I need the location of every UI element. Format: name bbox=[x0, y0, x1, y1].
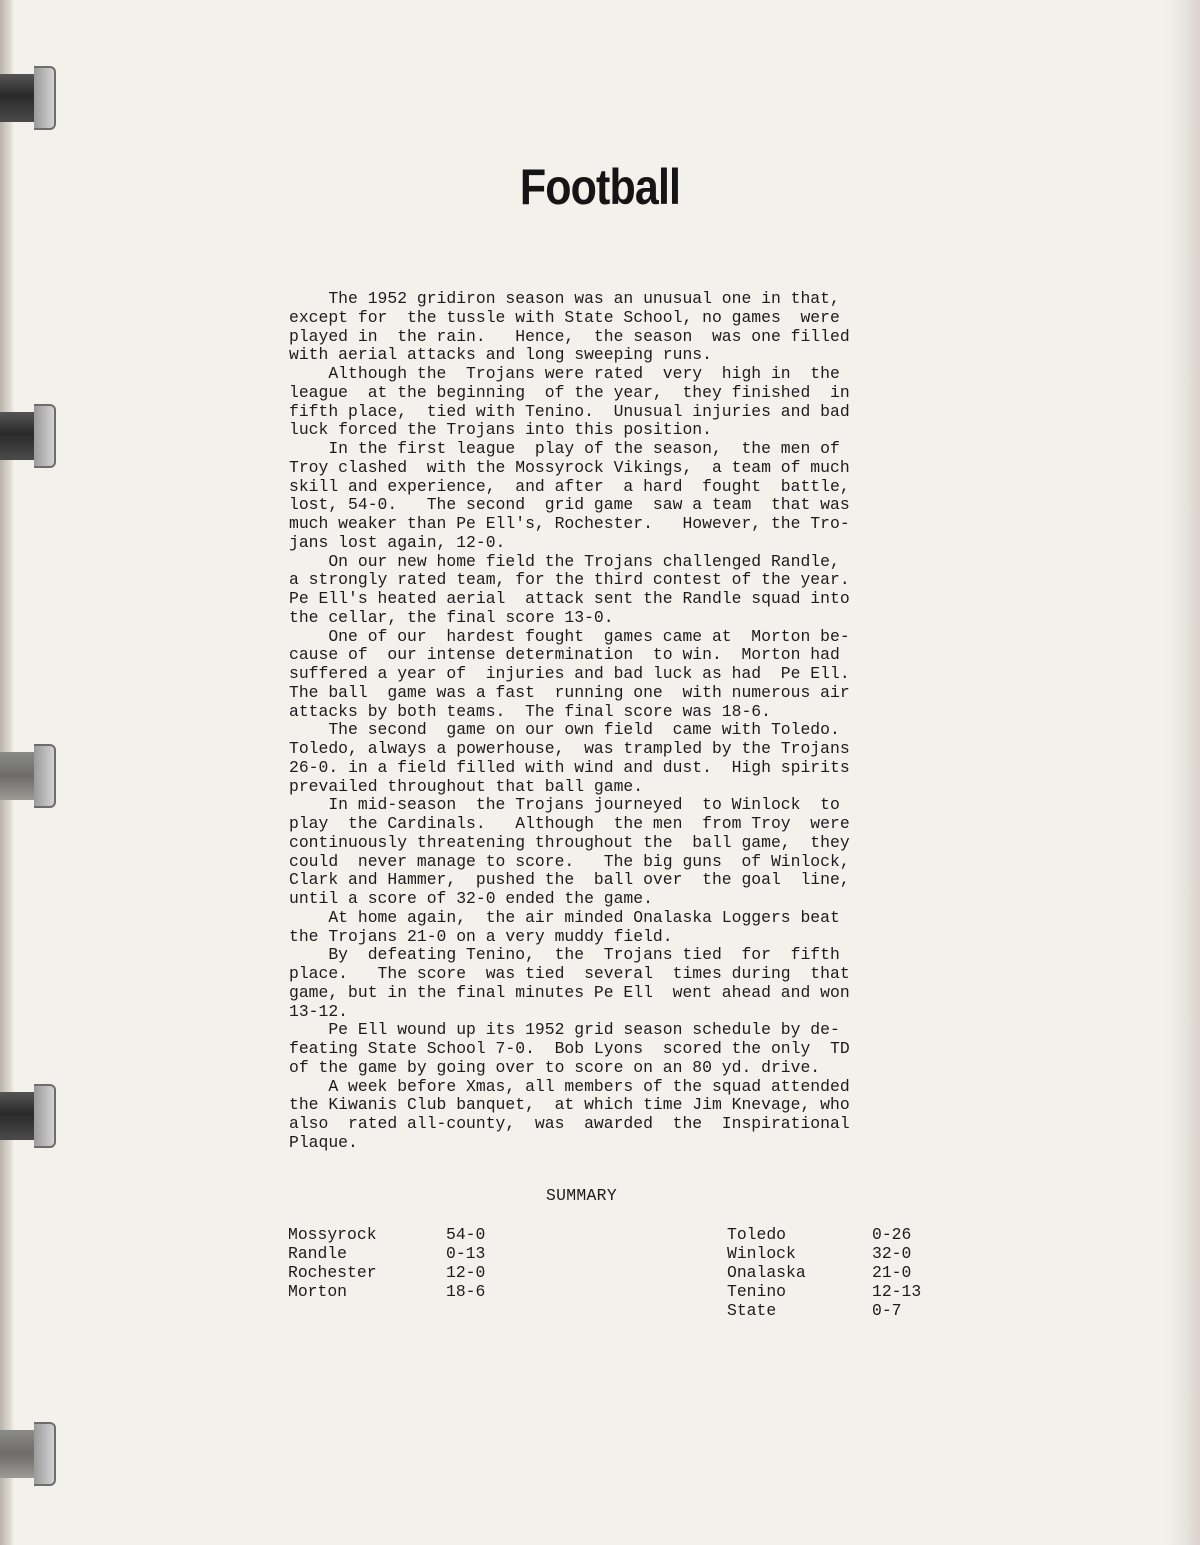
article-line: A week before Xmas, all members of the squad attended bbox=[289, 1076, 850, 1096]
summary-team: Toledo bbox=[727, 1225, 787, 1244]
summary-row bbox=[288, 1225, 528, 1244]
article-line: until a score of 32-0 ended the game. bbox=[289, 889, 653, 908]
binder-clip bbox=[0, 1422, 58, 1484]
article-line: play the Cardinals. Although the men from Troy were bbox=[289, 814, 850, 833]
article-line: continuously threatening throughout the ball game, they bbox=[289, 832, 850, 852]
article-body bbox=[289, 290, 949, 1153]
binder-clip bbox=[0, 744, 58, 806]
summary-row bbox=[727, 1263, 967, 1282]
summary-score: 0-7 bbox=[872, 1301, 902, 1320]
article-line: Troy clashed with the Mossyrock Vikings, a team of much bbox=[289, 457, 850, 477]
article-line: of the game by going over to score on an 80 yd. drive. bbox=[289, 1057, 821, 1077]
summary-team: State bbox=[727, 1301, 777, 1320]
summary-team: Mossyrock bbox=[288, 1225, 377, 1244]
article-line: except for the tussle with State School, no games were bbox=[289, 307, 840, 327]
summary-score: 12-0 bbox=[446, 1263, 486, 1282]
summary-team: Randle bbox=[288, 1244, 348, 1263]
article-line: feating State School 7-0. Bob Lyons scored the only TD bbox=[289, 1039, 850, 1058]
article-line: In mid-season the Trojans journeyed to Winlock to bbox=[289, 795, 840, 815]
summary-team: Onalaska bbox=[727, 1263, 806, 1282]
article-line: the Kiwanis Club banquet, at which time Jim Knevage, who bbox=[289, 1095, 850, 1115]
article-line: a strongly rated team, for the third contest of the year. bbox=[289, 570, 850, 590]
article-line: the cellar, the final score 13-0. bbox=[289, 607, 614, 627]
article-line: league at the beginning of the year, they finished in bbox=[289, 382, 850, 402]
summary-score: 0-26 bbox=[872, 1225, 912, 1244]
summary-heading: SUMMARY bbox=[546, 1186, 617, 1205]
page-title: Football bbox=[519, 159, 681, 215]
article-line: Plaque. bbox=[289, 1132, 358, 1152]
summary-row bbox=[727, 1244, 967, 1263]
article-line: the Trojans 21-0 on a very muddy field. bbox=[289, 926, 673, 946]
article-line: 13-12. bbox=[289, 1001, 349, 1021]
article-line: Toledo, always a powerhouse, was trampled by the Trojans bbox=[289, 739, 850, 758]
page-edge-shadow bbox=[1166, 0, 1200, 1545]
binder-clip bbox=[0, 1084, 58, 1146]
article-line: One of our hardest fought games came at Morton be- bbox=[289, 626, 850, 646]
article-line: played in the rain. Hence, the season was one filled bbox=[289, 326, 850, 346]
article-line: In the first league play of the season, the men of bbox=[289, 439, 840, 458]
article-line: prevailed throughout that ball game. bbox=[289, 776, 644, 796]
article-line: with aerial attacks and long sweeping runs. bbox=[289, 345, 712, 365]
summary-row bbox=[288, 1263, 528, 1282]
summary-score: 18-6 bbox=[446, 1282, 486, 1301]
article-line: luck forced the Trojans into this position. bbox=[289, 420, 712, 440]
summary-score: 54-0 bbox=[446, 1225, 486, 1244]
article-line: By defeating Tenino, the Trojans tied for fifth bbox=[289, 945, 840, 965]
article-line: The 1952 gridiron season was an unusual one in that, bbox=[289, 289, 840, 308]
article-line: Clark and Hammer, pushed the ball over the goal line, bbox=[289, 870, 850, 890]
article-line: Pe Ell wound up its 1952 grid season schedule by de- bbox=[289, 1020, 840, 1040]
article-line: attacks by both teams. The final score was 18-6. bbox=[289, 701, 771, 721]
article-line: fifth place, tied with Tenino. Unusual injuries and bad bbox=[289, 401, 850, 421]
article-line: Pe Ell's heated aerial attack sent the Randle squad into bbox=[289, 589, 850, 608]
article-line: much weaker than Pe Ell's, Rochester. However, the Tro- bbox=[289, 514, 850, 533]
summary-score: 0-13 bbox=[446, 1244, 486, 1263]
article-line: On our new home field the Trojans challenged Randle, bbox=[289, 551, 840, 571]
summary-row bbox=[727, 1282, 967, 1301]
summary-score: 21-0 bbox=[872, 1263, 912, 1282]
article-line: cause of our intense determination to win. Morton had bbox=[289, 645, 840, 665]
article-line: jans lost again, 12-0. bbox=[289, 532, 506, 552]
binder-clip bbox=[0, 404, 58, 466]
article-line: skill and experience, and after a hard fought battle, bbox=[289, 476, 850, 496]
article-line: suffered a year of injuries and bad luck as had Pe Ell. bbox=[289, 664, 850, 683]
summary-score: 12-13 bbox=[872, 1282, 922, 1301]
article-line: game, but in the final minutes Pe Ell went ahead and won bbox=[289, 982, 850, 1002]
summary-row bbox=[727, 1225, 967, 1244]
article-line: lost, 54-0. The second grid game saw a team that was bbox=[289, 495, 850, 515]
summary-team: Tenino bbox=[727, 1282, 787, 1301]
article-line: place. The score was tied several times during that bbox=[289, 964, 850, 983]
summary-score: 32-0 bbox=[872, 1244, 912, 1263]
summary-row bbox=[288, 1244, 528, 1263]
article-line: also rated all-county, was awarded the Inspirational bbox=[289, 1114, 850, 1133]
article-line: could never manage to score. The big guns of Winlock, bbox=[289, 851, 850, 871]
article-line: The ball game was a fast running one with numerous air bbox=[289, 682, 850, 702]
article-line: Although the Trojans were rated very high in the bbox=[289, 364, 840, 383]
summary-team: Morton bbox=[288, 1282, 348, 1301]
summary-row bbox=[288, 1282, 528, 1301]
summary-row bbox=[727, 1301, 967, 1320]
binder-clip bbox=[0, 66, 58, 128]
summary-team: Rochester bbox=[288, 1263, 377, 1282]
article-line: The second game on our own field came with Toledo. bbox=[289, 720, 840, 740]
article-line: At home again, the air minded Onalaska Loggers beat bbox=[289, 907, 840, 927]
article-line: 26-0. in a field filled with wind and dust. High spirits bbox=[289, 757, 850, 777]
summary-team: Winlock bbox=[727, 1244, 796, 1263]
